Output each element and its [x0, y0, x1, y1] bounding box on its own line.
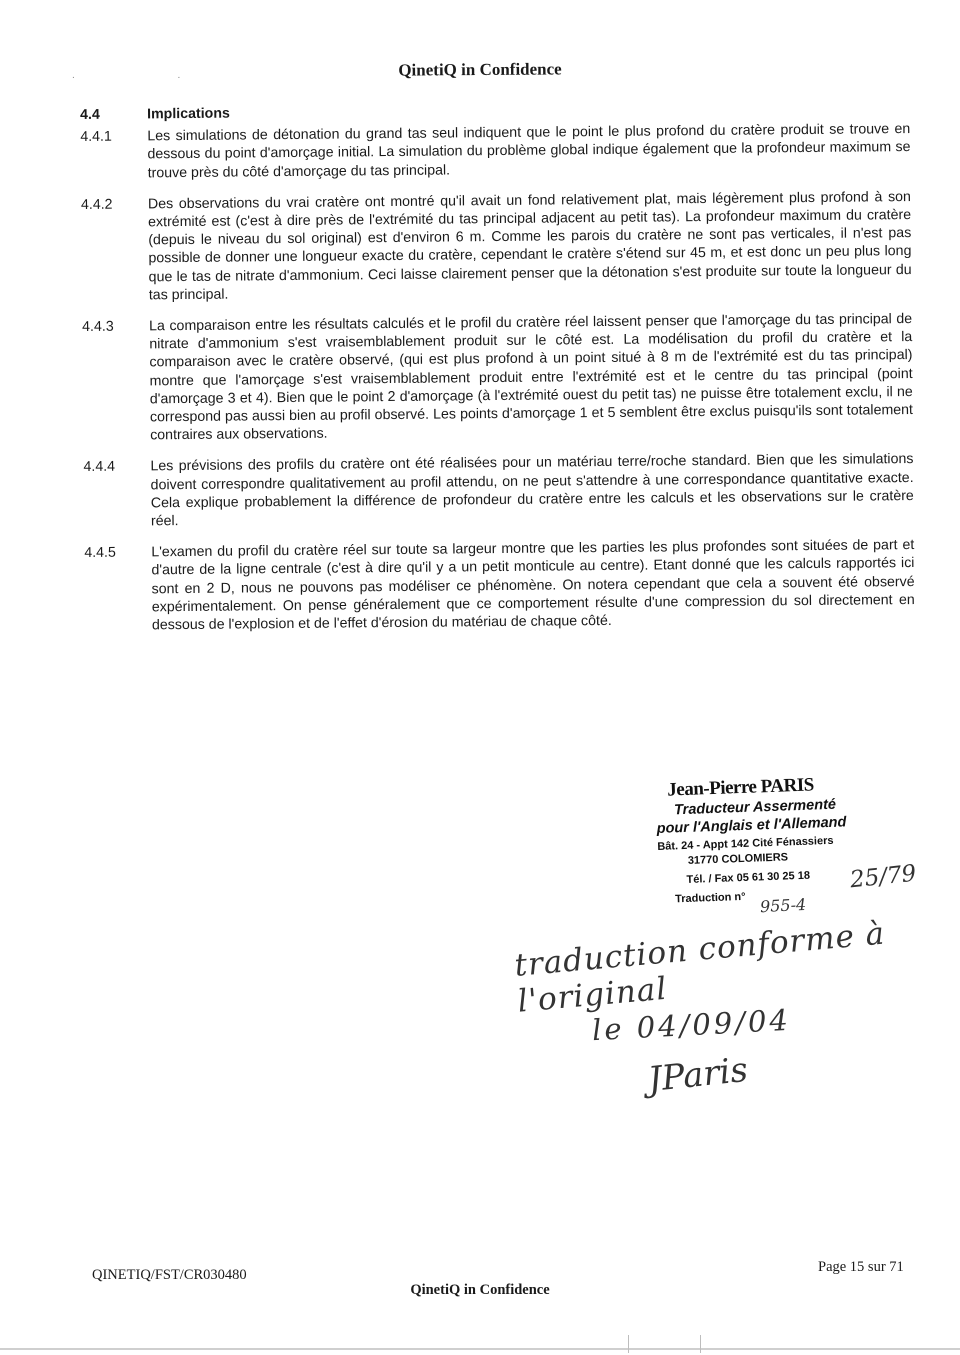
handwritten-signature: JParis	[646, 1049, 750, 1101]
section-content	[80, 98, 915, 648]
footer-page-number: Page 15 sur 71	[818, 1259, 904, 1275]
handwritten-date: le 04/09/04	[591, 1002, 792, 1048]
section-heading	[80, 98, 910, 124]
scan-specks: . .	[72, 70, 231, 81]
paragraph-number: 4.4.3	[82, 318, 114, 336]
scan-mark	[628, 1335, 629, 1353]
paragraph-number: 4.4.4	[83, 459, 116, 476]
paragraph	[83, 450, 914, 531]
paragraph-text: Les prévisions des profils du cratère ont été réalisées pour un matériau terre/roche standard. Bien que les simulations doivent correspondre qualitativement au profil attendu, on ne peut s'attendre à une correspondance quantitative exacte. Cela explique probablement la différence de profondeur du cratère entre les calculs et les observations sur le cratère réel.	[150, 451, 914, 530]
handwritten-translation-number: 955-4	[759, 894, 807, 917]
paragraph	[81, 188, 912, 305]
paragraph-number: 4.4.2	[80, 196, 113, 213]
stamp-languages: pour l'Anglais et l'Allemand	[656, 814, 847, 837]
stamp-name: Jean-Pierre PARIS	[666, 774, 815, 801]
paragraph	[80, 120, 910, 183]
paragraph-number: 4.4.1	[80, 128, 112, 146]
paragraph	[82, 310, 913, 445]
stamp-address-line1: Bât. 24 - Appt 142 Cité Fénassiers	[657, 834, 834, 853]
paragraph-text: La comparaison entre les résultats calculés et le profil du cratère réel laissent penser que l'amorçage du tas principal de nitrate d'ammonium s'est vraisemblablement produit sur le côté est. La modélisation du profil du cratère et la comparaison avec le cratère observé, (qui est plus profond à un point situé à 8 m de l'extrémité est du tas principal) montre que l'amorçage s'est vraisemblablement produit entre l'extrémité est et le centre du tas principal (point d'amorçage 3 et 4). Bien que le point 2 d'amorçage (à l'extrémité ouest du petit tas) ne puisse être totalement exclu, il ne correspond pas aussi bien au profil observé. Les points d'amorçage 1 et 5 semblent être exclus puisqu'ils sont totalement contraires aux observations.	[149, 311, 914, 444]
header-title: QinetiQ in Confidence	[398, 59, 562, 80]
paragraph-text: Les simulations de détonation du grand tas seul indiquent que le point le plus profond du cratère produit se trouve en dessous du point d'amorçage initial. La simulation du problème global indique également que la profondeur maximum se trouve près du côté d'amorçage du tas principal.	[147, 121, 911, 181]
paragraph	[84, 536, 915, 635]
handwritten-certification: traduction conforme à l'original	[513, 915, 887, 1020]
scan-edge	[0, 1348, 960, 1350]
footer-confidence: QinetiQ in Confidence	[410, 1282, 550, 1298]
paragraph-text: L'examen du profil du cratère réel sur toute sa largeur montre que les parties les plus profondes sont situées de part et d'autre de la ligne centrale (c'est à dire qu'il y a un petit monticule au centre). Etant donné que les calculs rapportés ici sont en 2 D, nous ne pouvons pas modéliser ce phénomène. On notera cependant que cela a souvent été observé expérimentalement. On pense généralement que ce comportement résulte d'une compression du sol directement en dessous de l'explosion et de l'effet d'érosion du matériau de chaque côté.	[151, 537, 915, 634]
footer-reference: QINETIQ/FST/CR030480	[92, 1267, 247, 1283]
stamp-role: Traducteur Assermenté	[673, 796, 837, 819]
section-number: 4.4	[80, 106, 100, 123]
scan-mark	[700, 1335, 701, 1353]
handwritten-page-ref: 25/79	[848, 860, 918, 894]
stamp-phone: Tél. / Fax 05 61 30 25 18	[686, 869, 811, 886]
stamp-address-line2: 31770 COLOMIERS	[687, 851, 789, 867]
stamp-translation-label: Traduction n°	[674, 890, 746, 906]
paragraph-text: Des observations du vrai cratère ont montré qu'il avait un fond relativement plat, mais légèrement plus profond à son extrémité est (c'est à dire près de l'extrémité du tas principal adjacent au petit tas). La profondeur maximum du cratère (depuis le niveau du sol original) est d'environ 6 m. Comme les parois du cratère ne sont pas verticales, il n'est pas possible de donner une longueur exacte du cratère, cependant le cratère s'étend sur 45 m, et est donc un peu plus long que le tas de nitrate d'ammonium. Ceci laisse clairement penser que la détonation s'est produite sur toute la longueur du tas principal.	[147, 188, 912, 304]
section-title: Implications	[147, 105, 230, 123]
paragraph-number: 4.4.5	[84, 544, 116, 562]
